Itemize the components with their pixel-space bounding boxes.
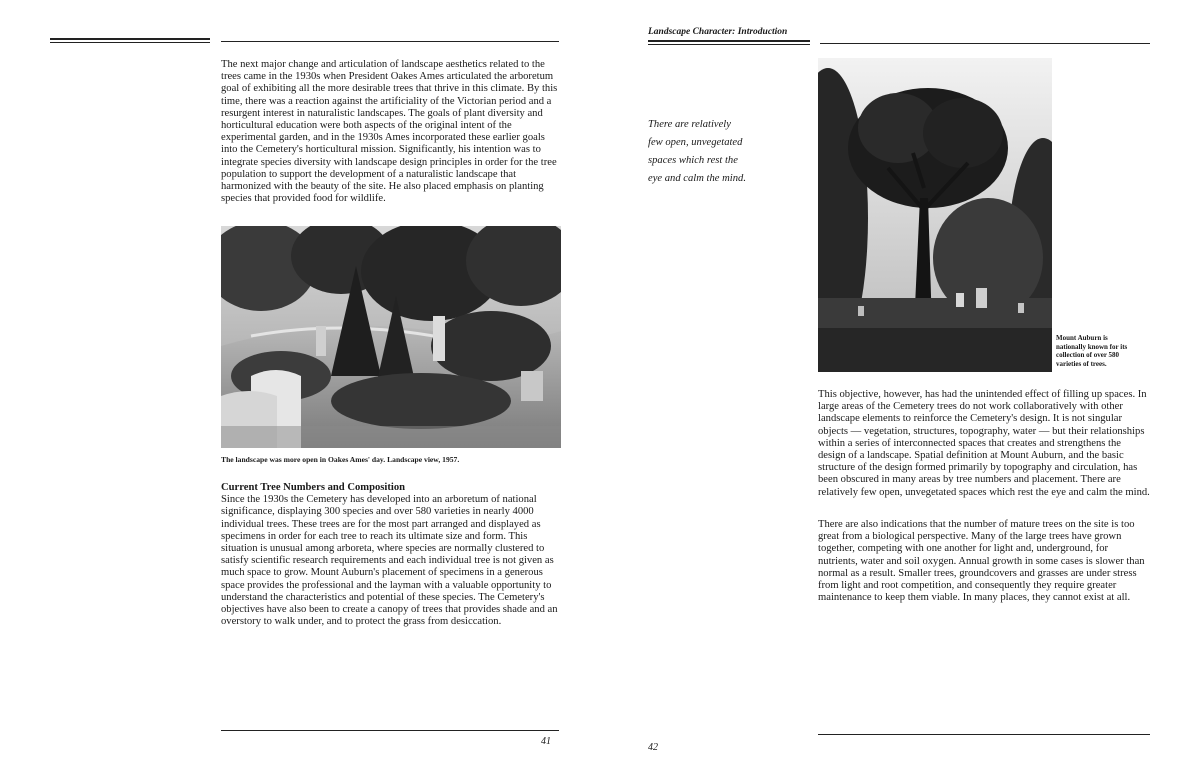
- page-number-41: 41: [541, 736, 551, 747]
- right-bottom-rule: [818, 734, 1150, 735]
- landscape-1957-photo: [221, 226, 561, 448]
- pull-quote: There are relatively few open, unvegetated spaces which rest the eye and calm the mind.: [648, 119, 746, 184]
- left-bottom-rule: [221, 730, 559, 731]
- left-top-rule-double-a: [50, 38, 210, 40]
- tree-collection-photo: [818, 58, 1052, 372]
- current-tree-numbers-section: [221, 482, 559, 628]
- left-intro-paragraph: The next major change and articulation of landscape aesthetics related to the trees came in the 1930s when President Oakes Ames articulated the arboretum goal of exhibiting all the more desirable trees that thrive in this climate. By this time, there was a reaction against the artificiality of the Victorian period and a resurgent interest in naturalistic landscapes. The goals of plant diversity and horticultural education were both aspects of the original intent of the experimental garden, and in the 1930s Ames incorporated these earlier goals into the Cemetery's horticultural mission. Significantly, his intention was to integrate species diversity with landscape design principles in order for the tree population to support the development of a naturalistic landscape that harmonized with the beauty of the site. He also placed emphasis on planting species that provided food for wildlife.: [221, 59, 558, 205]
- right-top-rule-long: [820, 43, 1150, 44]
- running-header: Landscape Character: Introduction: [648, 27, 788, 37]
- section-heading: Current Tree Numbers and Composition: [221, 482, 406, 493]
- right-top-rule-double-b: [648, 44, 810, 45]
- right-paragraph-2: There are also indications that the number of mature trees on the site is too great from a biological perspective. Many of the large trees have grown together, competing with one another for light and, underground, for nutrients, water and soil oxygen. Annual growth in some cases is slower than normal as a result. Smaller trees, groundcovers and grasses are under stress from light and root competition, and consequently they require greater maintenance to keep them viable. In many places, they cannot exist at all.: [818, 519, 1145, 604]
- left-photo-caption: The landscape was more open in Oakes Ames' day. Landscape view, 1957.: [221, 455, 460, 464]
- right-photo-caption: Mount Auburn is nationally known for its collection of over 580 varieties of trees.: [1056, 334, 1128, 368]
- right-top-rule-double-a: [648, 40, 810, 42]
- page-number-42: 42: [648, 742, 658, 753]
- left-top-rule-double-b: [50, 42, 210, 43]
- right-paragraph-1: This objective, however, has had the unintended effect of filling up spaces. In large areas of the Cemetery trees do not work collaboratively with other landscape elements to reinforce the Cemetery's design. It is not singular objects — vegetation, structures, topography, water — but their relationships within a series of interconnected spaces that creates and strengthens the design of a landscape. Spatial definition at Mount Auburn, and the basic structure of the design formed primarily by topography and circulation, has been obscured in many areas by tree numbers and placement. There are relatively few open, unvegetated spaces which rest the eye and calm the mind.: [818, 389, 1150, 498]
- section-paragraph: Since the 1930s the Cemetery has developed into an arboretum of national significance, displaying 300 species and over 580 varieties in nearly 4000 individual trees. These trees are for the most part arranged and displayed as specimens in order for each tree to reach its ultimate size and form. This situation is unusual among arboreta, where species are normally clustered to satisfy scientific research requirements and each individual tree is not given as much space to grow. Mount Auburn's placement of specimens in a generous space provides the professional and the layman with a valuable opportunity to understand the characteristics and potential of these species. The Cemetery's objectives have also been to create a canopy of trees that provides shade and an overstory to walk under, and to protect the grass from desiccation.: [221, 494, 558, 628]
- left-top-rule-long: [221, 41, 559, 42]
